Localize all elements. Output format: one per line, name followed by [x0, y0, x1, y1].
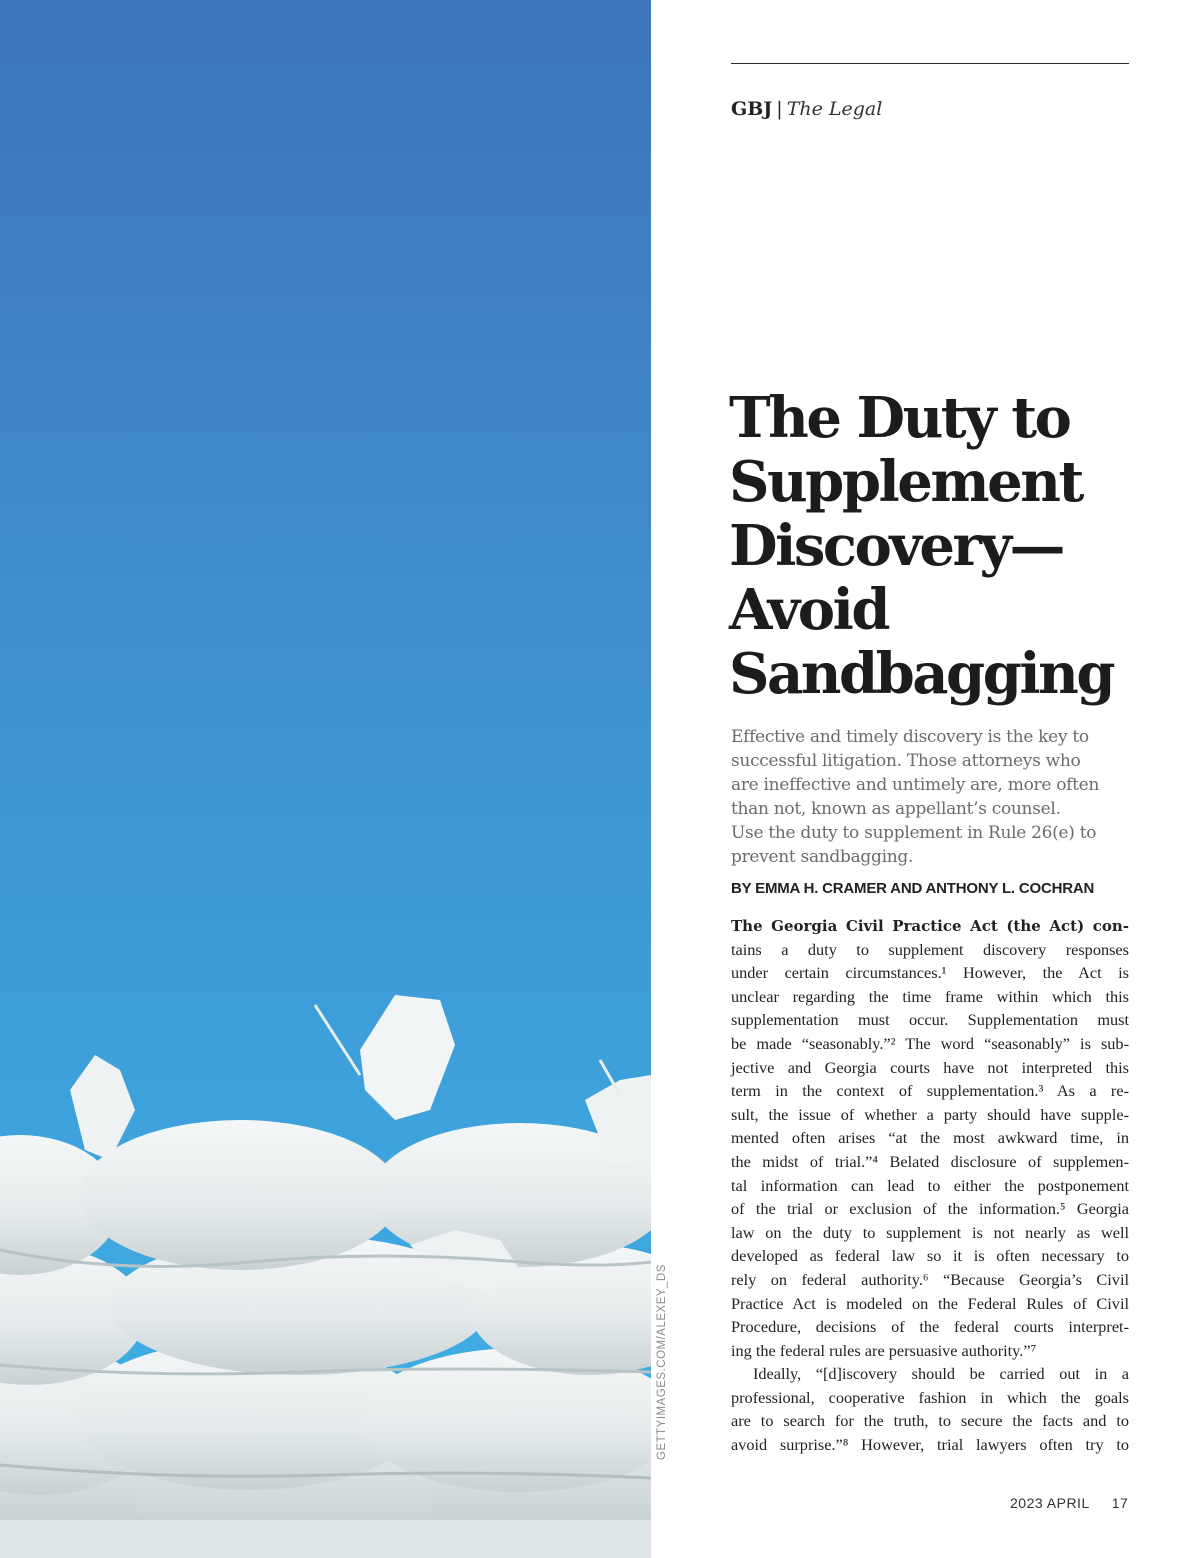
lead-in: The Georgia Civil Practice Act (the Act) con- [731, 917, 1129, 935]
body-line: Practice Act is modeled on the Federal Rules of Civil [731, 1293, 1129, 1313]
headline-line: Sandbagging [729, 641, 1113, 707]
body-line: under certain circumstances.¹ However, the Act is [731, 963, 1129, 983]
section-label: The Legal [786, 98, 883, 120]
deck [731, 725, 1131, 869]
body-line: rely on federal authority.⁶ “Because Georgia’s Civil [731, 1269, 1129, 1289]
headline [729, 386, 1159, 706]
photo-credit: GETTYIMAGES.COM/ALEXEY_DS [656, 1264, 668, 1460]
body-line: Procedure, decisions of the federal courts interpret- [731, 1317, 1129, 1337]
separator: | [776, 98, 783, 120]
body-line: law on the duty to supplement is not nearly as well [731, 1222, 1129, 1242]
body-line: avoid surprise.”⁸ However, trial lawyers often try to [731, 1435, 1129, 1455]
article-body [731, 914, 1129, 1457]
deck-line: Effective and timely discovery is the key to [731, 727, 1089, 747]
body-line: tal information can lead to either the postponement [731, 1175, 1129, 1195]
body-line [731, 914, 1129, 938]
headline-line: Avoid [729, 577, 888, 643]
body-line: jective and Georgia courts have not interpreted this [731, 1057, 1129, 1077]
body-line: supplementation must occur. Supplementation must [731, 1010, 1129, 1030]
headline-line: Supplement [729, 449, 1082, 515]
deck-line: successful litigation. Those attorneys who [731, 751, 1081, 771]
section-header [731, 98, 882, 120]
headline-line: Discovery— [729, 513, 1064, 579]
body-line: ing the federal rules are persuasive authority.”⁷ [731, 1340, 1037, 1360]
body-line: professional, cooperative fashion in which the goals [731, 1387, 1129, 1407]
issue-date: 2023 APRIL [1010, 1495, 1090, 1511]
page-number: 17 [1111, 1495, 1129, 1511]
deck-line: than not, known as appellant’s counsel. [731, 799, 1061, 819]
body-line: unclear regarding the time frame within which this [731, 986, 1129, 1006]
byline: BY EMMA H. CRAMER AND ANTHONY L. COCHRAN [731, 880, 1095, 897]
headline-line: The Duty to [729, 385, 1070, 451]
body-line: term in the context of supplementation.³ As a re- [731, 1081, 1129, 1101]
brand-label: GBJ [731, 98, 773, 120]
deck-line: are ineffective and untimely are, more often [731, 775, 1100, 795]
body-line: the midst of trial.”⁴ Belated disclosure of supplemen- [731, 1151, 1129, 1171]
header-rule [731, 63, 1129, 64]
deck-line: Use the duty to supplement in Rule 26(e) to [731, 823, 1097, 843]
body-line: sult, the issue of whether a party should have supple- [731, 1104, 1129, 1124]
body-line: developed as federal law so it is often necessary to [731, 1246, 1129, 1266]
deck-line: prevent sandbagging. [731, 847, 914, 867]
body-line: are to search for the truth, to secure the facts and to [731, 1411, 1129, 1431]
body-line: Ideally, “[d]iscovery should be carried out in a [753, 1364, 1129, 1384]
page-footer [1010, 1495, 1128, 1511]
body-line: mented often arises “at the most awkward time, in [731, 1128, 1129, 1148]
body-line: be made “seasonably.”² The word “seasonably” is sub- [731, 1033, 1129, 1053]
body-line: of the trial or exclusion of the information.⁵ Georgia [731, 1199, 1129, 1219]
body-line: tains a duty to supplement discovery responses [731, 939, 1129, 959]
